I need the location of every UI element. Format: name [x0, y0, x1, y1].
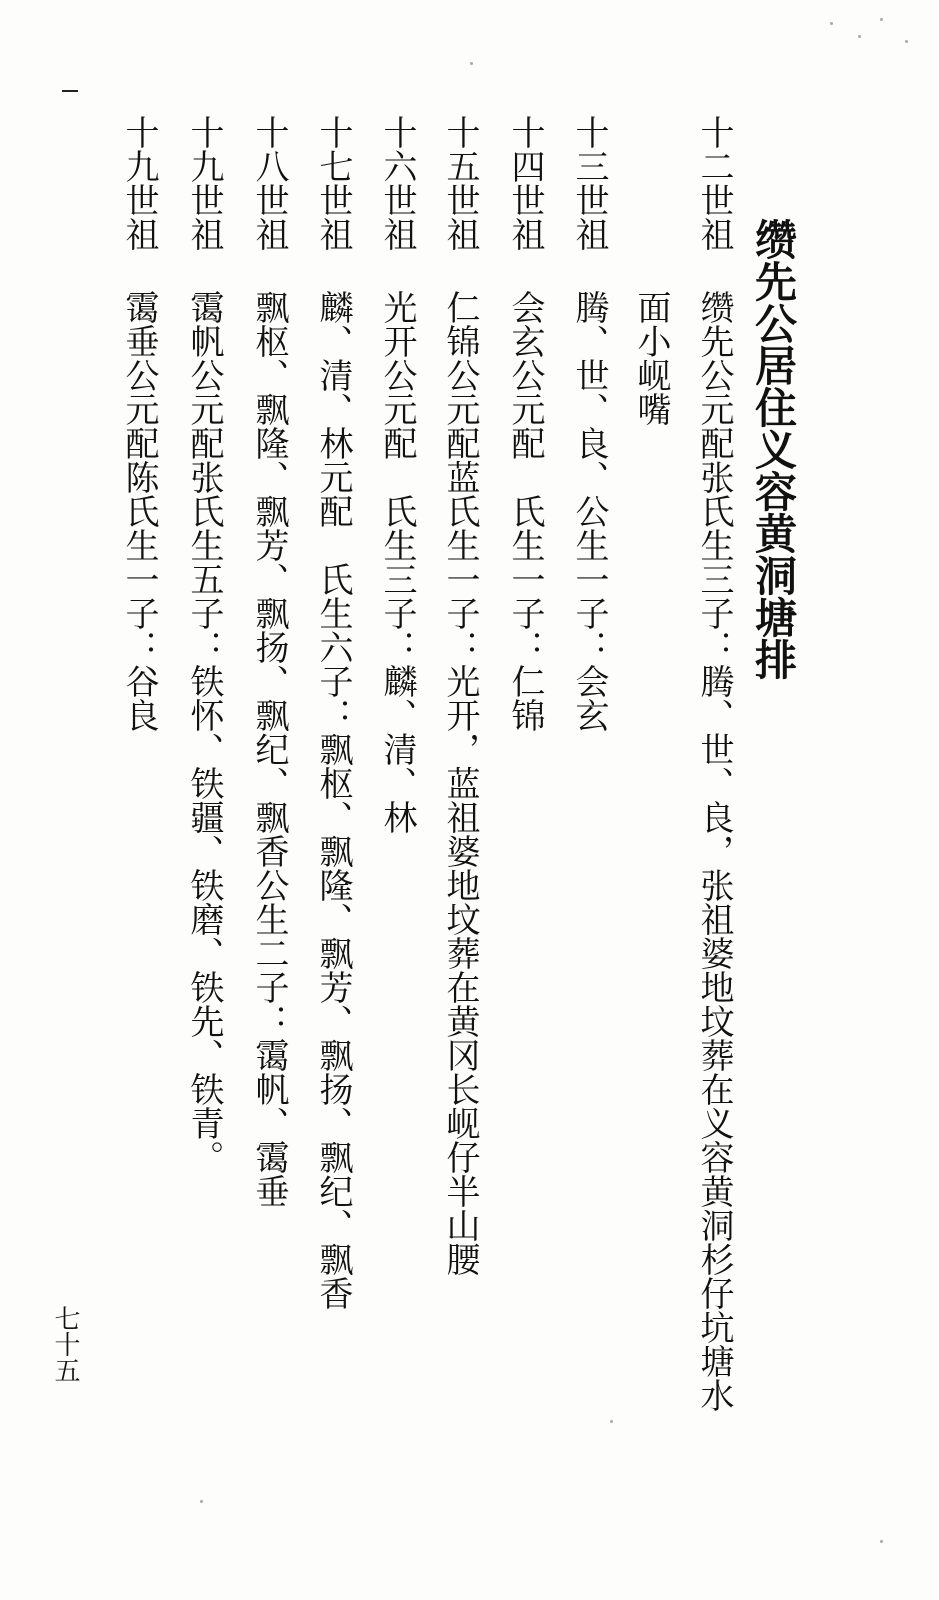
generation-label: 十七世祖 [313, 115, 353, 251]
genealogy-entry: 光开公元配 氏生三子：麟、清、林 [377, 290, 417, 834]
scan-speck [905, 40, 908, 43]
scan-speck [830, 22, 833, 25]
page-title: 缵先公居住义容黄洞塘排 [749, 218, 798, 680]
scan-speck [610, 1420, 613, 1423]
generation-label: 十四世祖 [505, 115, 545, 251]
generation-label: 十五世祖 [440, 115, 480, 251]
genealogy-entry: 腾、世、良、公生一子：会玄 [569, 290, 609, 732]
generation-label: 十八世祖 [249, 115, 289, 251]
page-number: 七十五 [50, 1305, 80, 1383]
margin-mark [62, 90, 78, 92]
generation-label: 十三世祖 [569, 115, 609, 251]
genealogy-entry: 飘枢、飘隆、飘芳、飘扬、飘纪、飘香公生二子：霭帆、霭垂 [249, 290, 289, 1208]
scan-speck [200, 1500, 203, 1503]
genealogy-entry: 缵先公元配张氏生三子：腾、世、良，张祖婆地坟葬在义容黄洞杉仔坑塘水 [694, 290, 734, 1412]
genealogy-entry: 会玄公元配 氏生一子：仁锦 [505, 290, 545, 732]
scan-speck [470, 62, 473, 65]
scan-speck [880, 1540, 883, 1543]
genealogy-entry: 霭垂公元配陈氏生一子：谷良 [119, 290, 159, 732]
genealogy-entry: 麟、清、林元配 氏生六子：飘枢、飘隆、飘芳、飘扬、飘纪、飘香 [313, 290, 353, 1310]
genealogy-entry: 霭帆公元配张氏生五子：铁怀、铁疆、铁磨、铁先、铁青。 [184, 290, 224, 1174]
scan-speck [880, 18, 883, 21]
scan-speck [858, 35, 861, 38]
generation-label: 十二世祖 [694, 115, 734, 251]
generation-label: 十九世祖 [184, 115, 224, 251]
genealogy-entry: 仁锦公元配蓝氏生一子：光开，蓝祖婆地坟葬在黄冈长岘仔半山腰 [440, 290, 480, 1276]
genealogy-entry-continuation: 面小岘嘴 [631, 290, 671, 426]
generation-label: 十九世祖 [119, 115, 159, 251]
generation-label: 十六世祖 [377, 115, 417, 251]
